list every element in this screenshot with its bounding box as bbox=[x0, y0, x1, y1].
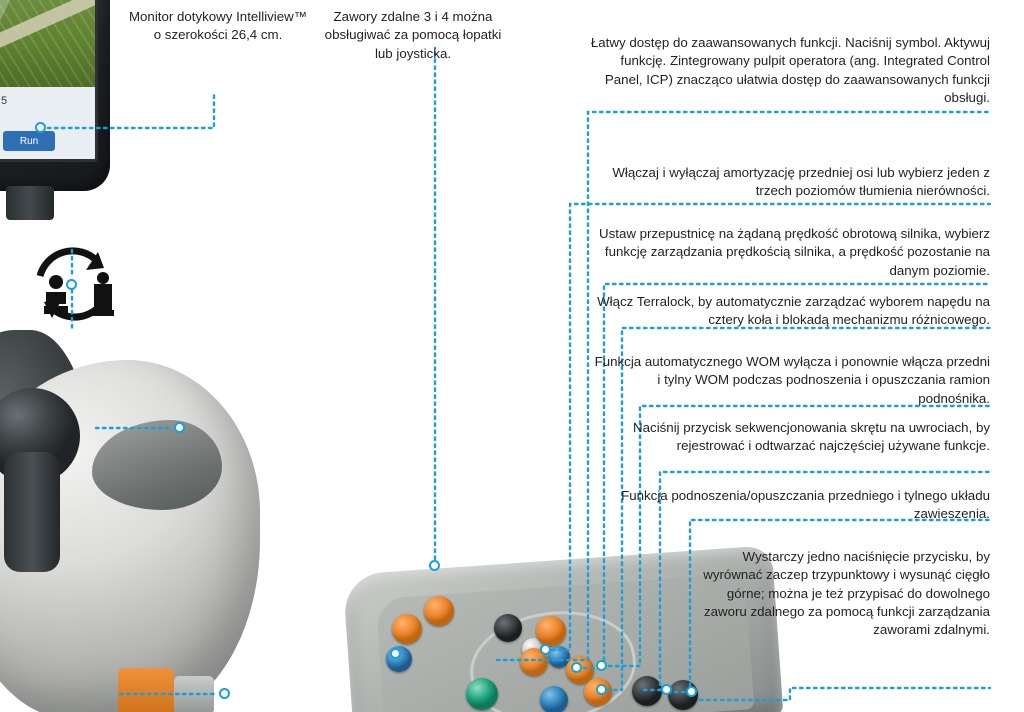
leader-dot-joystick bbox=[174, 422, 185, 433]
joystick-stem bbox=[4, 452, 60, 572]
monitor-screen bbox=[0, 0, 98, 162]
leader-dot-pto bbox=[596, 660, 607, 671]
leader-dot-axle bbox=[540, 644, 551, 655]
callout-terralock: Włącz Terralock, by automatycznie zarządzać wyborem napędu na cztery koła i blokadą mechanizmu różnicowego. bbox=[597, 294, 990, 328]
callout-suspension-raise-lower: Funkcja podnoszenia/opuszczania przedniego i tylnego układu zawieszenia. bbox=[621, 488, 990, 522]
leader-dot-remote-valves bbox=[429, 560, 440, 571]
callout-three-point-hitch: Wystarczy jedno naciśnięcie przycisku, by wyrównać zaczep trzypunktowy i wysunąć cięgło górne; można je też przypisać do dowolnego zaworu zdalnego za pomocą funkcji zarządzania zaworami zdalnymi. bbox=[703, 549, 990, 638]
callout-engine-speed: Ustaw przepustnicę na żądaną prędkość obrotową silnika, wybierz funkcję zarządzania prędkością silnika, a prędkość pozostanie na danym poziomie. bbox=[599, 226, 990, 278]
panel-button-orange-3[interactable] bbox=[536, 616, 566, 646]
grey-lever[interactable] bbox=[174, 676, 214, 712]
callout-front-axle-suspension: Włączaj i wyłączaj amortyzację przedniej osi lub wybierz jeden z trzech poziomów tłumienia nierówności. bbox=[612, 165, 990, 199]
panel-button-orange-1[interactable] bbox=[392, 614, 422, 644]
leader-dot-engine bbox=[571, 662, 582, 673]
orange-lever[interactable] bbox=[118, 668, 174, 712]
screen-number: 5 bbox=[1, 95, 8, 107]
callout-remote-valves: Zawory zdalne 3 i 4 można obsługiwać za pomocą łopatki lub joysticka. bbox=[324, 9, 502, 61]
leader-dot-monitor bbox=[35, 122, 46, 133]
panel-button-green-1[interactable] bbox=[466, 678, 498, 710]
leader-dot-swivel bbox=[66, 279, 77, 290]
panel-button-blue-3[interactable] bbox=[540, 686, 568, 712]
panel-button-orange-2[interactable] bbox=[424, 596, 454, 626]
callout-icp: Łatwy dostęp do zaawansowanych funkcji. Naciśnij symbol. Aktywuj funkcję. Zintegrowany pulpit operatora (ang. Integrated Control Panel, ICP) znacząco ułatwia dostęp do zaawansowanych funkcji obsługi. bbox=[590, 35, 990, 106]
leader-dot-icp bbox=[390, 648, 401, 659]
screen-run-button[interactable]: Run bbox=[3, 131, 55, 151]
leader-dot-terralock bbox=[596, 684, 607, 695]
callout-auto-pto: Funkcja automatycznego WOM wyłącza i ponownie włącza przedni i tylny WOM podczas podnoszenia i opuszczania ramion podnośnika. bbox=[594, 354, 990, 406]
leader-dot-headland bbox=[661, 684, 672, 695]
field-map-graphic bbox=[0, 0, 95, 87]
callout-monitor: Monitor dotykowy Intelliview™ o szerokości 26,4 cm. bbox=[128, 9, 308, 43]
field-rows-graphic bbox=[0, 0, 95, 87]
monitor-mount bbox=[6, 186, 54, 220]
leader-dot-lever bbox=[219, 688, 230, 699]
leader-dot-suspension bbox=[686, 686, 697, 697]
callout-headland-sequencing: Naciśnij przycisk sekwencjonowania skrętu na uwrociach, by rejestrować i odtwarzać najczęściej używane funkcje. bbox=[633, 420, 990, 454]
panel-button-dark-1[interactable] bbox=[494, 614, 522, 642]
panel-button-dark-2[interactable] bbox=[632, 676, 662, 706]
